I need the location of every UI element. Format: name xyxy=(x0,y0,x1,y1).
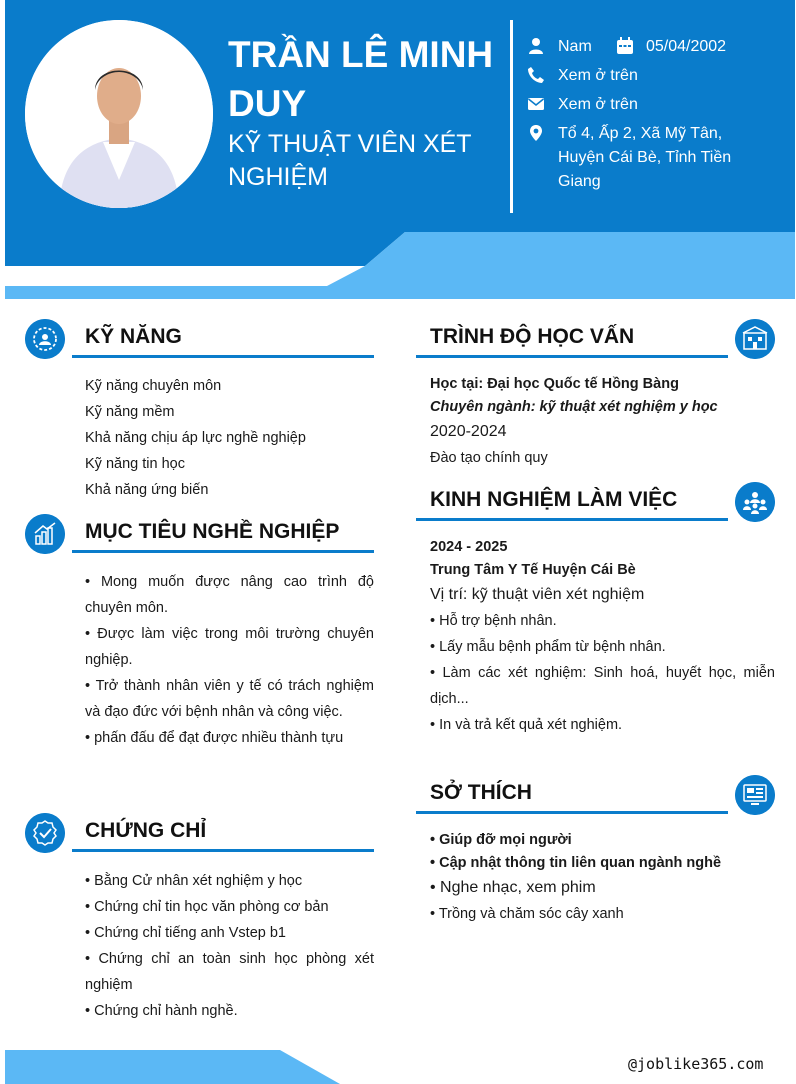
job-title: KỸ THUẬT VIÊN XÉT NGHIỆM xyxy=(228,130,472,191)
header xyxy=(5,0,795,299)
certificate-item: • Chứng chỉ an toàn sinh học phòng xét nghiệm xyxy=(85,951,374,993)
certificate-item: • Bằng Cử nhân xét nghiệm y học xyxy=(85,873,303,889)
education-period: 2020-2024 xyxy=(430,423,507,440)
phone-icon xyxy=(527,66,545,84)
calendar-icon xyxy=(616,37,634,55)
objective-item: • Được làm việc trong môi trường chuyên nghiệp. xyxy=(85,626,374,668)
skills-title: KỸ NĂNG xyxy=(85,325,182,348)
gender: Nam xyxy=(558,38,592,55)
hobby-item: • Nghe nhạc, xem phim xyxy=(430,879,596,896)
hobby-item: • Cập nhật thông tin liên quan ngành nghề xyxy=(430,855,722,871)
user-icon xyxy=(527,37,545,55)
certificate-item: • Chứng chỉ tin học văn phòng cơ bản xyxy=(85,899,329,915)
certificates-title: CHỨNG CHỈ xyxy=(85,819,207,842)
experience-item: • Lấy mẫu bệnh phẩm từ bệnh nhân. xyxy=(430,639,666,655)
phone: Xem ở trên xyxy=(558,67,638,84)
address: Tổ 4, Ấp 2, Xã Mỹ Tân, Huyện Cái Bè, Tỉnh Tiền Giang xyxy=(558,125,732,190)
education-icon xyxy=(735,319,775,359)
skill-item: Kỹ năng chuyên môn xyxy=(85,378,222,394)
objective-item: • phấn đấu để đạt được nhiều thành tựu xyxy=(85,730,344,746)
experience-item: • In và trả kết quả xét nghiệm. xyxy=(430,717,623,733)
hobby-item: • Trồng và chăm sóc cây xanh xyxy=(430,906,624,922)
certificates-underline xyxy=(72,849,374,852)
hobbies-title: SỞ THÍCH xyxy=(430,781,532,804)
education-major: Chuyên ngành: kỹ thuật xét nghiệm y học xyxy=(430,399,718,415)
footer-shape xyxy=(5,1050,345,1084)
skill-item: Kỹ năng mềm xyxy=(85,404,175,420)
skill-item: Khả năng chịu áp lực nghề nghiệp xyxy=(85,430,306,446)
full-name: TRẦN LÊ MINH DUY xyxy=(228,34,494,124)
experience-period: 2024 - 2025 xyxy=(430,539,508,555)
certificates-list xyxy=(85,868,374,1024)
objective-item: • Mong muốn được nâng cao trình độ chuyên môn. xyxy=(85,574,374,616)
birthdate: 05/04/2002 xyxy=(646,38,727,55)
objective-underline xyxy=(72,550,374,553)
objective-list xyxy=(85,569,374,751)
certificate-item: • Chứng chỉ tiếng anh Vstep b1 xyxy=(85,925,286,941)
experience-company: Trung Tâm Y Tế Huyện Cái Bè xyxy=(430,562,636,578)
objective-title: MỤC TIÊU NGHỀ NGHIỆP xyxy=(85,520,340,543)
experience-item: • Hỗ trợ bệnh nhân. xyxy=(430,613,557,629)
skills-icon xyxy=(25,319,65,359)
education-title: TRÌNH ĐỘ HỌC VẤN xyxy=(430,325,635,348)
certificate-item: • Chứng chỉ hành nghề. xyxy=(85,1003,238,1019)
profile-photo xyxy=(25,20,213,208)
experience-icon xyxy=(735,482,775,522)
location-icon xyxy=(527,124,545,142)
hobbies-underline xyxy=(416,811,728,814)
certificate-icon xyxy=(25,813,65,853)
email: Xem ở trên xyxy=(558,96,638,113)
objective-icon xyxy=(25,514,65,554)
education-school: Học tại: Đại học Quốc tế Hồng Bàng xyxy=(430,376,679,392)
experience-title: KINH NGHIỆM LÀM VIỆC xyxy=(430,488,678,511)
experience-underline xyxy=(416,518,728,521)
header-divider xyxy=(510,20,513,213)
experience-list xyxy=(430,608,775,738)
objective-item: • Trở thành nhân viên y tế có trách nghiệm và đạo đức với bệnh nhân và công việc. xyxy=(85,678,374,720)
skill-item: Kỹ năng tin học xyxy=(85,456,185,472)
hobbies-icon xyxy=(735,775,775,815)
skills-underline xyxy=(72,355,374,358)
mail-icon xyxy=(527,95,545,113)
education-mode: Đào tạo chính quy xyxy=(430,450,548,466)
experience-item: • Làm các xét nghiệm: Sinh hoá, huyết học, miễn dịch... xyxy=(430,665,775,707)
hobby-item: • Giúp đỡ mọi người xyxy=(430,832,572,848)
education-underline xyxy=(416,355,728,358)
skill-item: Khả năng ứng biến xyxy=(85,482,209,498)
watermark: @joblike365.com xyxy=(628,1055,764,1073)
experience-position: Vị trí: kỹ thuật viên xét nghiệm xyxy=(430,586,645,603)
